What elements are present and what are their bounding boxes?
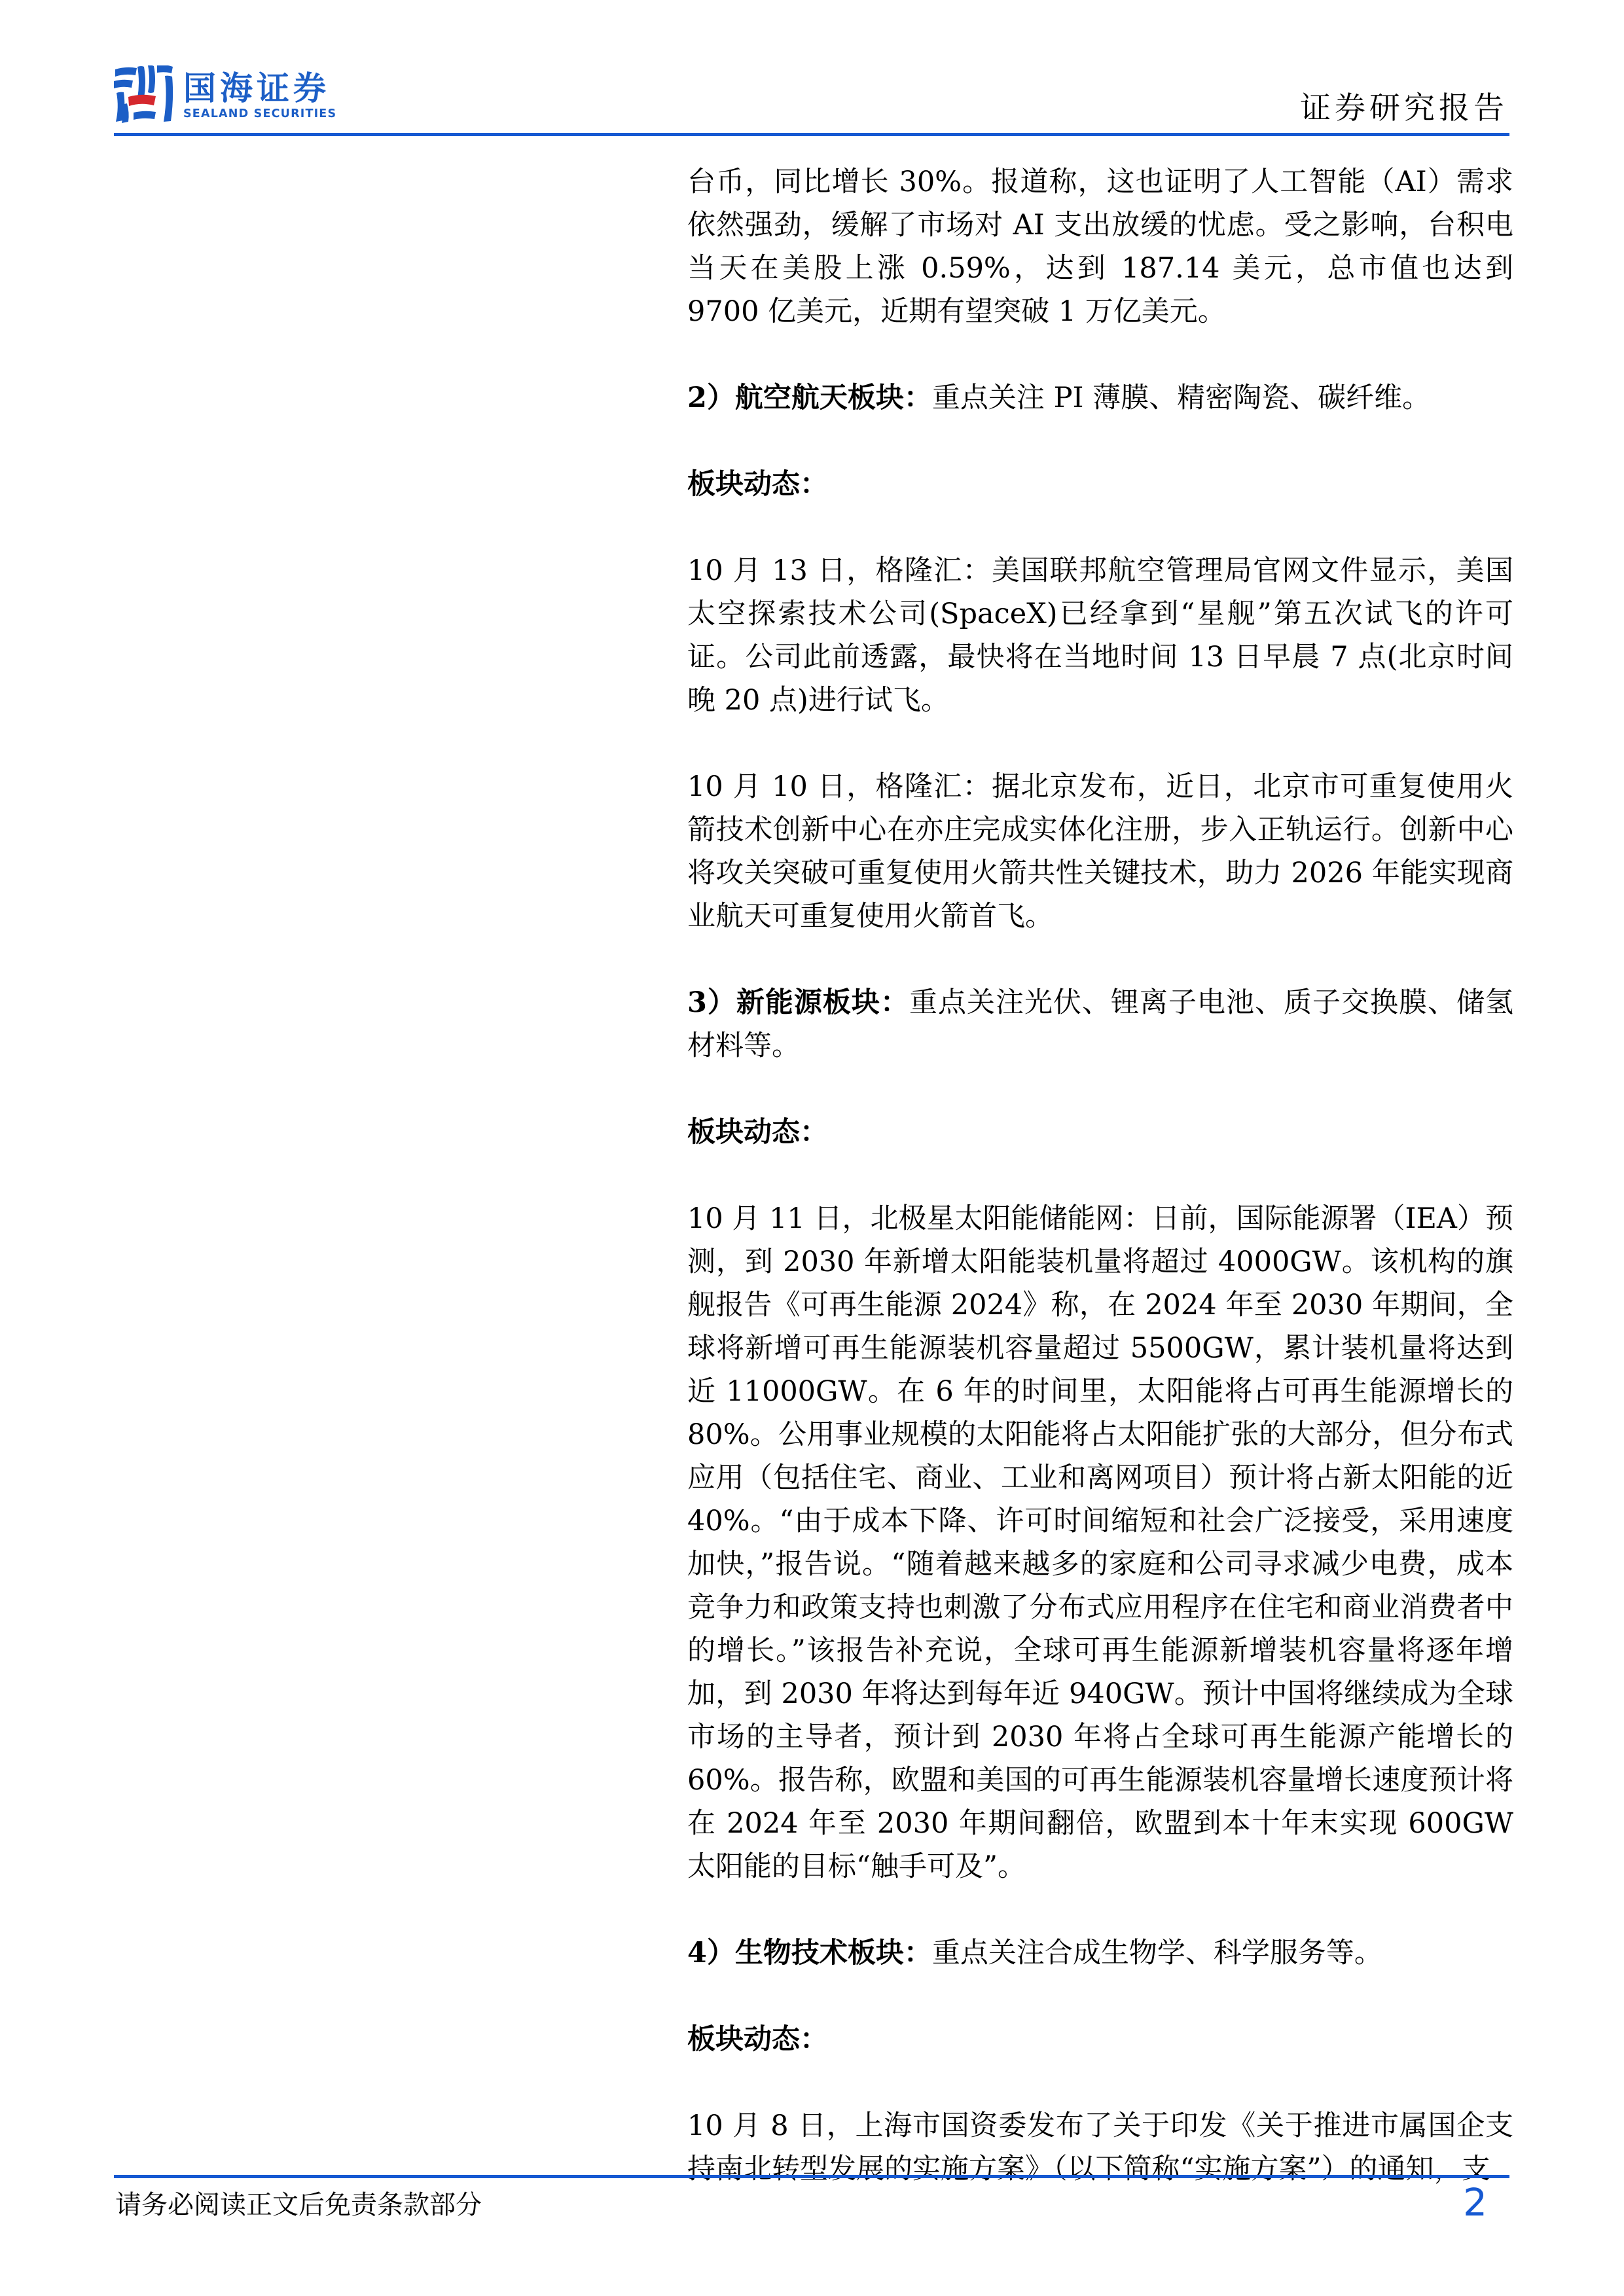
sealand-logo-icon [114, 65, 174, 123]
page-header [114, 0, 1509, 136]
company-logo [114, 65, 336, 123]
section-heading-aerospace [687, 376, 1513, 420]
section-heading-biotech [687, 1931, 1513, 1975]
paragraph-reusable-rocket: 10 月 10 日，格隆汇：据北京发布，近日，北京市可重复使用火箭技术创新中心在亦庄完成实体化注册，步入正轨运行。创新中心将攻关突破可重复使用火箭共性关键技术，助力 2026 年能实现商业航天可重复使用火箭首飞。 [687, 770, 1513, 933]
section-heading-aerospace-title: 2）航空航天板块： [687, 382, 932, 414]
section-heading-biotech-title: 4）生物技术板块： [687, 1937, 932, 1969]
section-heading-new-energy [687, 981, 1513, 1067]
page-number: 2 [1463, 2180, 1487, 2225]
subhead-sector-news-aerospace: 板块动态： [687, 468, 828, 501]
section-heading-aerospace-focus: 重点关注 PI 薄膜、精密陶瓷、碳纤维。 [931, 382, 1431, 414]
section-heading-biotech-focus: 重点关注合成生物学、科学服务等。 [931, 1937, 1382, 1969]
footer-disclaimer: 请务必阅读正文后免责条款部分 [115, 2190, 482, 2220]
logo-wordmark [183, 71, 336, 123]
paragraph-shanghai-sasac: 10 月 8 日，上海市国资委发布了关于印发《关于推进市属国企支持南北转型发展的实施方案》（以下简称“实施方案”）的通知，支 [687, 2109, 1513, 2185]
paragraph-tsmc: 台币，同比增长 30%。报道称，这也证明了人工智能（AI）需求依然强劲，缓解了市场对 AI 支出放缓的忧虑。受之影响，台积电当天在美股上涨 0.59%，达到 187.14 美元，总市值也达到 9700 亿美元，近期有望突破 1 万亿美元。 [687, 166, 1513, 328]
subhead-sector-news-biotech: 板块动态： [687, 2023, 828, 2056]
report-body [687, 160, 1513, 2191]
section-heading-new-energy-title: 3）新能源板块： [687, 986, 909, 1019]
section-heading-new-energy-focus: 重点关注光伏、锂离子电池、质子交换膜、储氢材料等。 [687, 986, 1514, 1062]
page-footer [114, 2175, 1509, 2257]
subhead-sector-news-new-energy: 板块动态： [687, 1116, 828, 1149]
paragraph-iea-solar: 10 月 11 日，北极星太阳能储能网：日前，国际能源署（IEA）预测，到 2030 年新增太阳能装机量将超过 4000GW。该机构的旗舰报告《可再生能源 2024》称，在 2024 年至 2030 年期间，全球将新增可再生能源装机容量超过 5500GW，累计装机量将达到近 11000GW。在 6 年的时间里，太阳能将占可再生能源增长的 80%。公用事业规模的太阳能将占太阳能扩张的大部分，但分布式应用（包括住宅、商业、工业和离网项目）预计将占新太阳能的近 40%。“由于成本下降、许可时间缩短和社会广泛接受，采用速度加快，”报告说。“随着越来越多的家庭和公司寻求减少电费，成本竞争力和政策支持也刺激了分布式应用程序在住宅和商业消费者中的增长。”该报告补充说，全球可再生能源新增装机容量将逐年增加，到 2030 年将达到每年近 940GW。预计中国将继续成为全球市场的主导者，预计到 2030 年将占全球可再生能源产能增长的 60%。报告称，欧盟和美国的可再生能源装机容量增长速度预计将在 2024 年至 2030 年期间翻倍，欧盟到本十年末实现 600GW 太阳能的目标“触手可及”。 [687, 1202, 1513, 1883]
logo-en-text: SEALAND SECURITIES [183, 107, 337, 120]
logo-cn-text: 国海证券 [183, 69, 330, 107]
paragraph-spacex: 10 月 13 日，格隆汇：美国联邦航空管理局官网文件显示，美国太空探索技术公司(SpaceX)已经拿到“星舰”第五次试飞的许可证。公司此前透露，最快将在当地时间 13 日早晨 7 点(北京时间晚 20 点)进行试飞。 [687, 554, 1513, 717]
report-type-label: 证券研究报告 [1300, 90, 1508, 126]
